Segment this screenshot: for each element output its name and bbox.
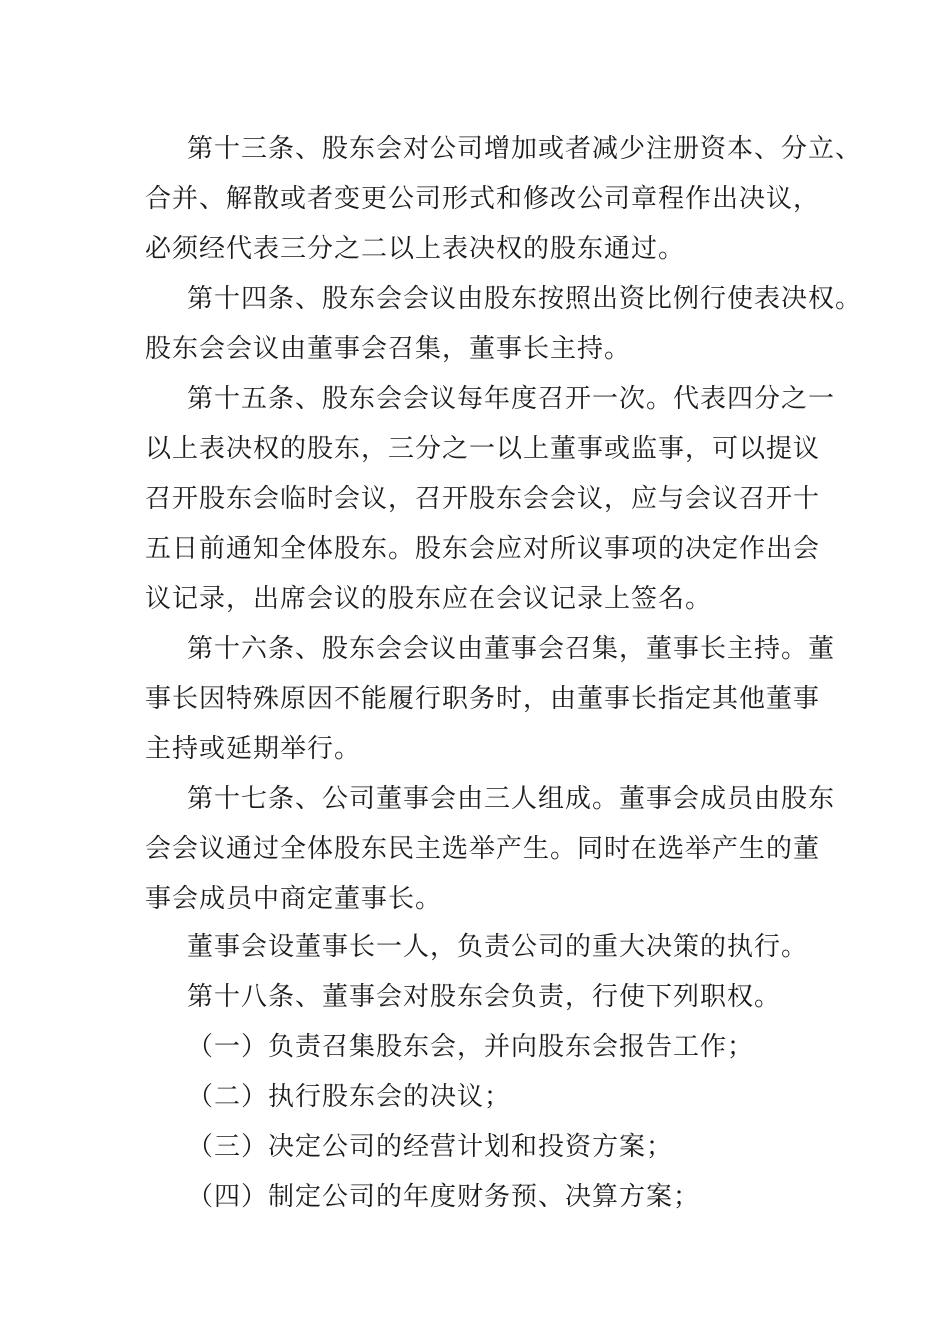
text-line: 第十六条、股东会会议由董事会召集，董事长主持。董 xyxy=(187,634,836,664)
text-line: 董事会设董事长一人，负责公司的重大决策的执行。 xyxy=(187,932,809,962)
text-line: 事会成员中商定董事长。 xyxy=(145,884,443,914)
list-item: （二）执行股东会的决议； xyxy=(187,1082,512,1112)
list-item: （四）制定公司的年度财务预、决算方案； xyxy=(187,1182,701,1212)
text-line: 会会议通过全体股东民主选举产生。同时在选举产生的董 xyxy=(145,834,821,864)
text-line: 事长因特殊原因不能履行职务时，由董事长指定其他董事 xyxy=(145,684,821,714)
text-line: 议记录，出席会议的股东应在会议记录上签名。 xyxy=(145,584,713,614)
text-line: 第十七条、公司董事会由三人组成。董事会成员由股东 xyxy=(187,784,836,814)
text-line: 第十三条、股东会对公司增加或者减少注册资本、分立、 xyxy=(187,134,863,164)
text-line: 五日前通知全体股东。股东会应对所议事项的决定作出会 xyxy=(145,534,821,564)
text-line: 召开股东会临时会议，召开股东会会议，应与会议召开十 xyxy=(145,484,821,514)
text-line: 股东会会议由董事会召集，董事长主持。 xyxy=(145,334,632,364)
text-line: 第十五条、股东会会议每年度召开一次。代表四分之一 xyxy=(187,384,836,414)
text-line: 第十八条、董事会对股东会负责，行使下列职权。 xyxy=(187,982,782,1012)
text-line: 第十四条、股东会会议由股东按照出资比例行使表决权。 xyxy=(187,284,863,314)
text-line: 主持或延期举行。 xyxy=(145,734,362,764)
text-line: 以上表决权的股东，三分之一以上董事或监事，可以提议 xyxy=(145,434,821,464)
text-line: 合并、解散或者变更公司形式和修改公司章程作出决议， xyxy=(145,184,821,214)
text-line: 必须经代表三分之二以上表决权的股东通过。 xyxy=(145,234,686,264)
list-item: （三）决定公司的经营计划和投资方案； xyxy=(187,1132,674,1162)
list-item: （一）负责召集股东会，并向股东会报告工作； xyxy=(187,1032,755,1062)
